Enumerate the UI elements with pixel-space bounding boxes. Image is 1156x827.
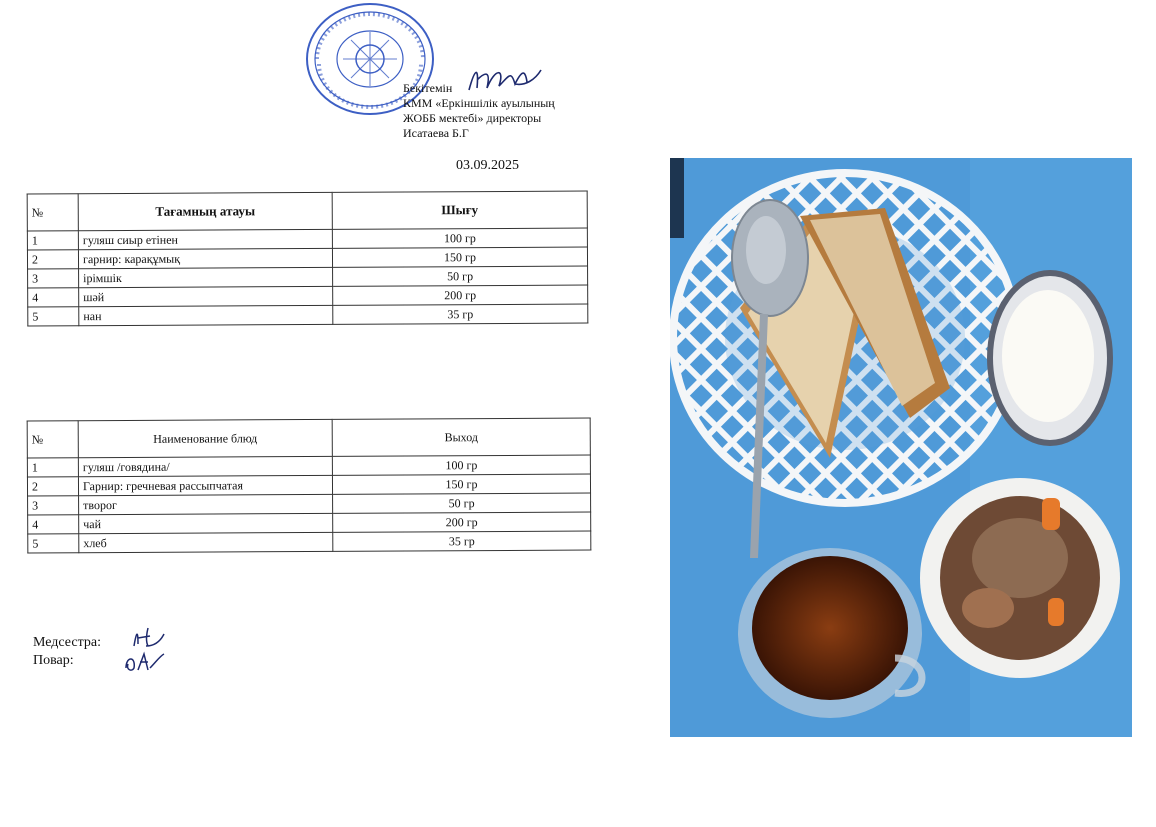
dish-name: шәй xyxy=(79,286,333,306)
dish-name: гуляш сиыр етінен xyxy=(78,229,332,249)
dish-output: 100 гр xyxy=(332,228,587,248)
dish-name: хлеб xyxy=(79,532,333,552)
header-dish-name: Наименование блюд xyxy=(78,419,332,457)
row-number: 1 xyxy=(27,231,78,250)
row-number: 3 xyxy=(28,496,79,515)
menu-table-kazakh xyxy=(27,191,589,327)
table-header-row xyxy=(27,418,590,458)
dish-output: 200 гр xyxy=(333,512,591,532)
header-number: № xyxy=(27,194,78,231)
header-output: Шығу xyxy=(332,191,587,229)
dish-output: 50 гр xyxy=(333,266,588,286)
approval-line: Исатаева Б.Г xyxy=(403,126,469,140)
nurse-signature xyxy=(128,624,168,650)
dish-output: 100 гр xyxy=(332,455,590,475)
cook-signature xyxy=(122,648,166,674)
dish-output: 50 гр xyxy=(333,493,591,513)
dish-name: ірімшік xyxy=(79,267,333,287)
dish-name: чай xyxy=(79,513,333,533)
row-number: 3 xyxy=(28,269,79,288)
meal-photo xyxy=(670,158,1132,737)
dish-name: Гарнир: гречневая рассыпчатая xyxy=(78,475,332,495)
dish-name: творог xyxy=(79,494,333,514)
dish-name: гуляш /говядина/ xyxy=(78,456,332,476)
table-row xyxy=(28,531,591,553)
approval-line: ЖОББ мектебі» директоры xyxy=(403,111,542,125)
approval-line: КММ «Еркіншілік ауылының xyxy=(403,96,555,110)
header-number: № xyxy=(27,421,78,458)
meal-photo-illustration xyxy=(670,158,1132,737)
dish-output: 35 гр xyxy=(333,531,591,551)
header-dish-name: Тағамның атауы xyxy=(78,192,332,230)
dish-output: 35 гр xyxy=(333,304,588,324)
approval-line: Бекітемін xyxy=(403,81,453,95)
table-row xyxy=(28,304,588,326)
dish-output: 200 гр xyxy=(333,285,588,305)
cook-label: Повар: xyxy=(33,653,74,668)
dish-output: 150 гр xyxy=(332,247,587,267)
row-number: 2 xyxy=(27,250,78,269)
row-number: 5 xyxy=(28,534,79,553)
header-output: Выход xyxy=(332,418,590,456)
table-header-row xyxy=(27,191,587,231)
dish-name: гарнир: карақұмық xyxy=(78,248,332,268)
menu-table-russian xyxy=(27,418,592,554)
row-number: 2 xyxy=(27,477,78,496)
row-number: 4 xyxy=(28,515,79,534)
nurse-label: Медсестра: xyxy=(33,635,101,650)
staff-block xyxy=(33,634,101,670)
approval-block xyxy=(403,81,555,141)
document-date: 03.09.2025 xyxy=(456,158,519,173)
dish-output: 150 гр xyxy=(332,474,590,494)
row-number: 5 xyxy=(28,307,79,326)
dish-name: нан xyxy=(79,305,333,325)
row-number: 4 xyxy=(28,288,79,307)
row-number: 1 xyxy=(27,458,78,477)
